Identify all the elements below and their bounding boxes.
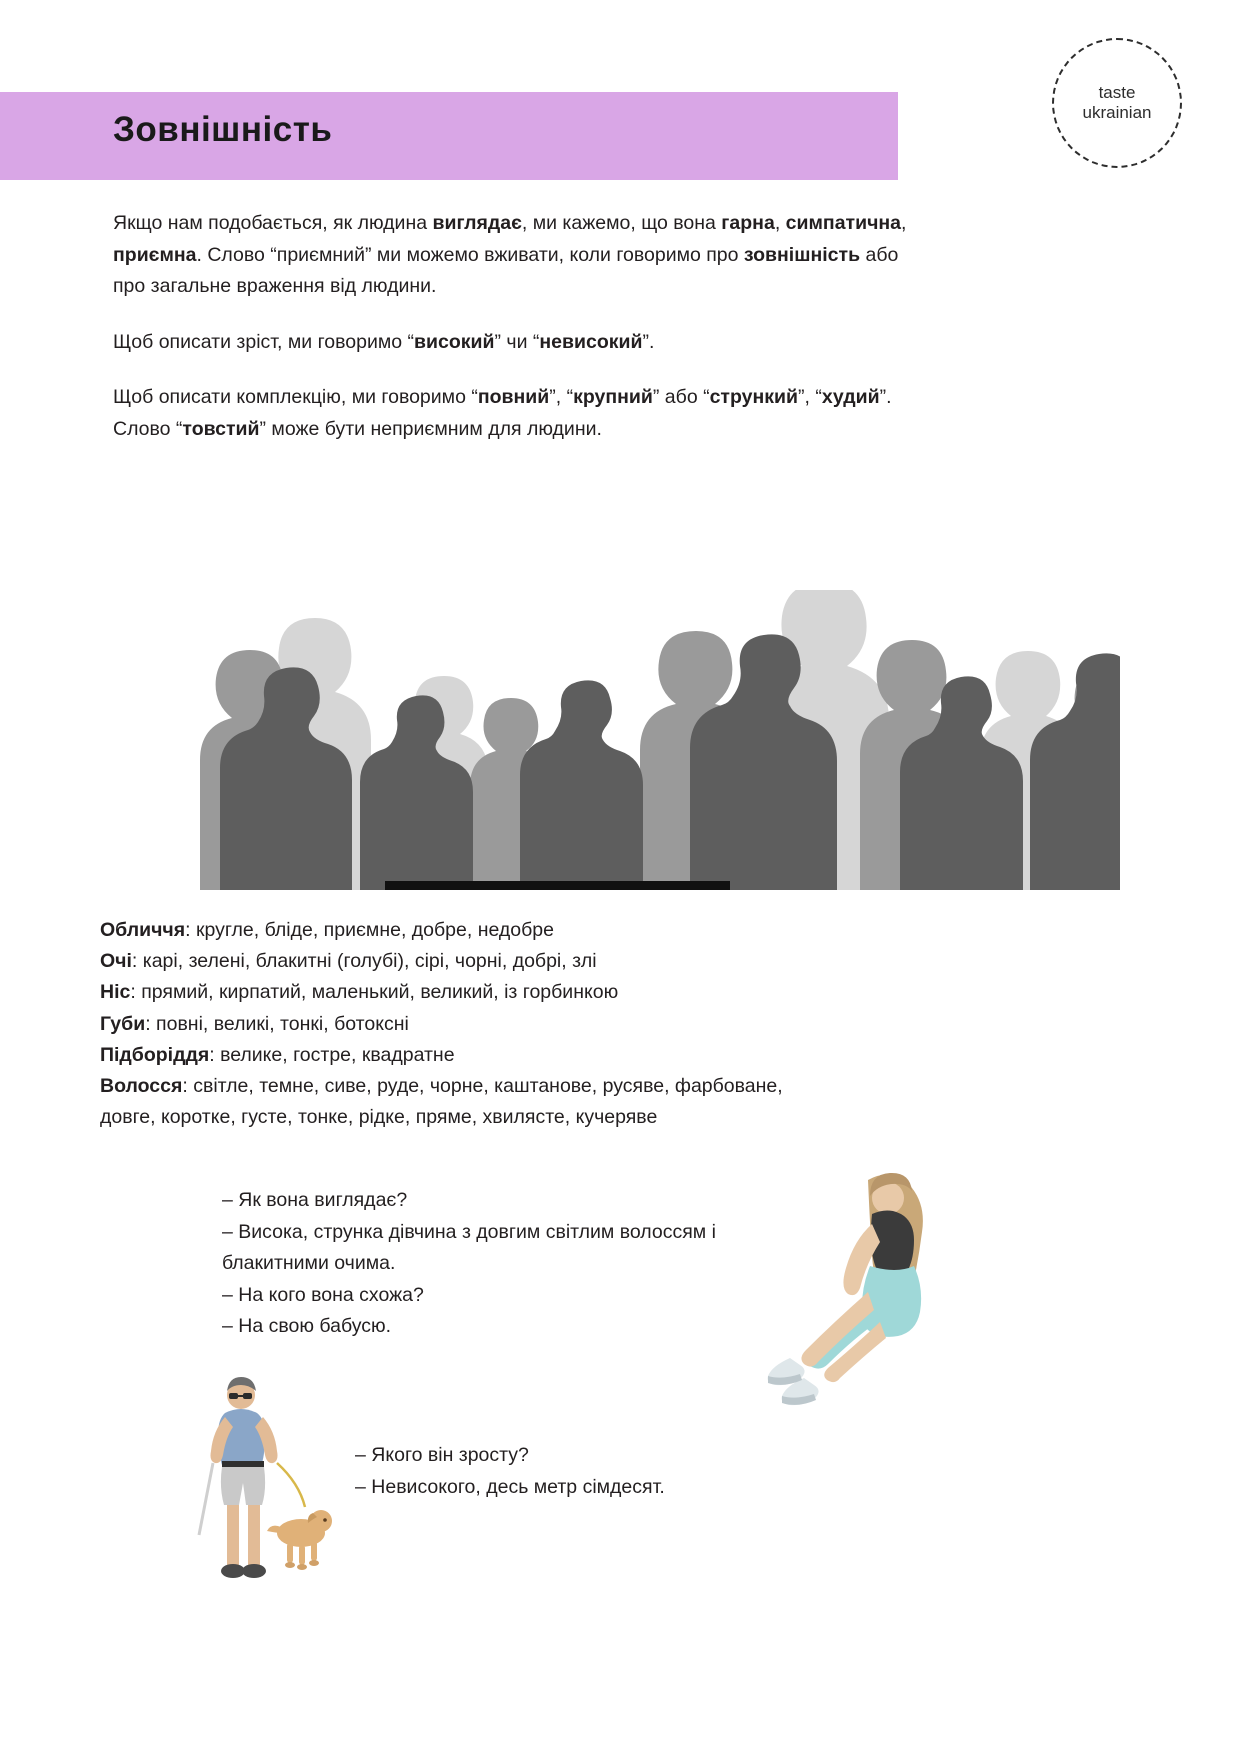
logo-line-2: ukrainian xyxy=(1082,103,1152,122)
t: зовнішність xyxy=(743,243,861,266)
t: худий xyxy=(821,386,880,409)
t: ”, “ xyxy=(549,386,574,409)
vocab-values: довге, коротке, густе, тонке, рідке, пряме, хвилясте, кучеряве xyxy=(100,1106,658,1129)
vocab-term: Обличчя xyxy=(100,919,186,941)
t: ” чи “ xyxy=(494,330,540,353)
vocab-row-volossia-cont xyxy=(100,1102,1060,1133)
intro-text xyxy=(113,208,933,445)
dialogue-line: – Невисокого, десь метр сімдесят. xyxy=(355,1475,665,1498)
t: або про загальне враження від людини. xyxy=(113,243,899,298)
vocab-row-pidboriddia xyxy=(100,1040,1060,1071)
t: гарна xyxy=(721,212,775,234)
t: невисокий xyxy=(539,330,643,353)
t: товстий xyxy=(182,417,260,440)
t: ”. xyxy=(642,330,655,353)
dialogue-line: – Висока, струнка дівчина з довгим світлим волоссям і xyxy=(222,1220,716,1243)
dialogue-line: – На свою бабусю. xyxy=(222,1315,392,1338)
t: Якщо нам подобається, як людина xyxy=(113,212,433,234)
t: Щоб описати комплекцію, ми говоримо “ xyxy=(113,386,478,409)
t: високий xyxy=(414,330,495,353)
vocab-row-huby xyxy=(100,1009,1060,1040)
t: ” може бути неприємним для людини. xyxy=(259,417,602,440)
sitting-girl-illustration xyxy=(760,1162,990,1412)
t: крупний xyxy=(573,386,653,409)
t: симпатична xyxy=(785,212,902,234)
dialogue-two xyxy=(355,1440,995,1503)
vocabulary-list xyxy=(100,915,1060,1133)
vocab-values: : прямий, кирпатий, маленький, великий, із горбинкою xyxy=(130,981,619,1004)
vocab-term: Губи xyxy=(100,1012,146,1035)
logo-line-1: taste xyxy=(1098,82,1136,102)
t: виглядає xyxy=(432,212,522,234)
t: , ми кажемо, що вона xyxy=(521,212,722,234)
t: Щоб описати зріст, ми говоримо “ xyxy=(113,330,415,353)
vocab-row-ochi xyxy=(100,946,1060,977)
vocab-row-oblychchia xyxy=(100,915,1060,946)
vocab-term: Підборіддя xyxy=(100,1043,210,1066)
dialogue-line: – Як вона виглядає? xyxy=(222,1189,408,1211)
t: , xyxy=(774,212,786,234)
vocab-term: Ніс xyxy=(100,981,131,1004)
vocab-term: Волосся xyxy=(100,1074,183,1097)
intro-paragraph-3 xyxy=(113,382,933,445)
dialogue-line: блакитними очима. xyxy=(222,1252,396,1275)
vocab-row-volossia xyxy=(100,1071,1060,1102)
vocab-values: : карі, зелені, блакитні (голубі), сірі, чорні, добрі, злі xyxy=(131,950,597,973)
vocab-values: : світле, темне, сиве, руде, чорне, каштанове, русяве, фарбоване, xyxy=(182,1074,783,1097)
vocab-row-nis xyxy=(100,977,1060,1008)
intro-paragraph-2 xyxy=(113,327,933,359)
dialogue-line: – Якого він зросту? xyxy=(355,1444,529,1466)
crowd-silhouettes-illustration xyxy=(100,590,1120,890)
t: повний xyxy=(477,386,550,409)
t: , xyxy=(901,212,907,234)
page-title: Зовнішність xyxy=(113,110,333,149)
vocab-values: : кругле, бліде, приємне, добре, недобре xyxy=(185,919,554,941)
t: ”. Слово “ xyxy=(113,386,892,440)
vocab-values: : велике, гостре, квадратне xyxy=(209,1043,455,1066)
man-walking-dog-illustration xyxy=(195,1375,340,1620)
vocab-values: : повні, великі, тонкі, ботоксні xyxy=(145,1012,409,1035)
vocab-term: Очі xyxy=(100,950,132,973)
t: . Слово “приємний” ми можемо вживати, коли говоримо про xyxy=(196,243,744,266)
dialogue-line: – На кого вона схожа? xyxy=(222,1283,424,1306)
intro-paragraph-1 xyxy=(113,208,933,303)
t: приємна xyxy=(113,243,197,266)
t: ” або “ xyxy=(652,386,710,409)
t: стрункий xyxy=(709,386,798,409)
t: ”, “ xyxy=(798,386,822,409)
brand-logo xyxy=(1052,38,1182,168)
